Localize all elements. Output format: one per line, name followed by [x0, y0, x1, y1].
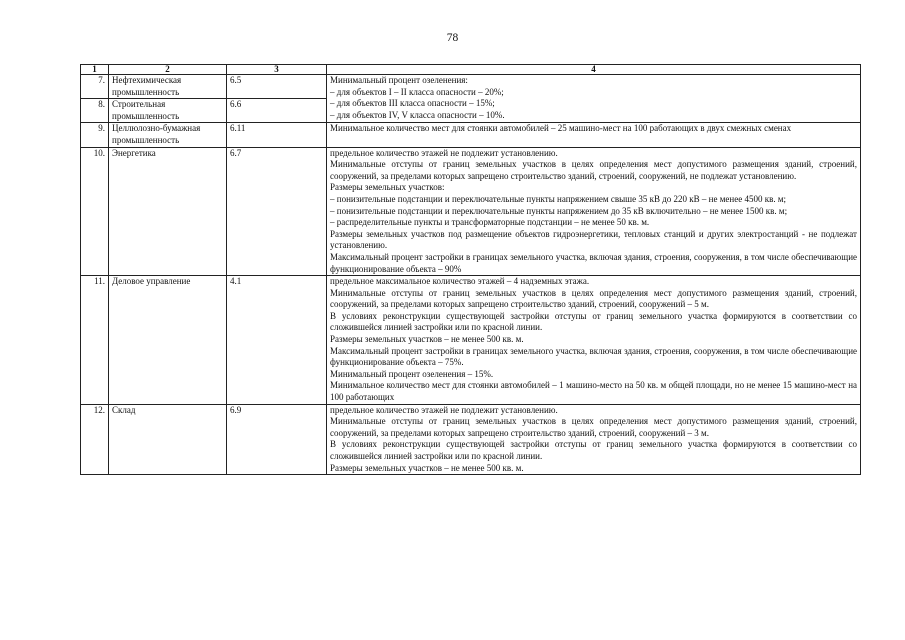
text-line: Минимальное количество мест для стоянки автомобилей – 1 машино-место на 50 кв. м общей площади, но не менее 15 машино-мест на 100 работающих: [330, 380, 857, 403]
text-line: Максимальный процент застройки в границах земельного участка, включая здания, строения, сооружения, в том числе обеспечивающие функционирование объекта – 90%: [330, 251, 857, 274]
row-name: Нефтехимическая промышленность: [109, 75, 227, 99]
row-code: 6.11: [227, 123, 327, 147]
row-code: 6.7: [227, 147, 327, 276]
text-line: предельное максимальное количество этажей – 4 надземных этажа.: [330, 276, 590, 287]
text-line: Минимальное количество мест для стоянки автомобилей – 25 машино-мест на 100 работающих в двух смежных сменах: [330, 123, 792, 134]
row-name: Деловое управление: [109, 276, 227, 405]
regulations-table: [80, 64, 861, 475]
row-description: [327, 147, 861, 276]
row-description: [327, 404, 861, 475]
header-row: [81, 65, 861, 75]
table-row: [81, 147, 861, 276]
row-name: Строительная промышленность: [109, 99, 227, 123]
text-line: Размеры земельных участков:: [330, 182, 445, 193]
row-number: 12.: [81, 404, 109, 475]
row-number: 7.: [81, 75, 109, 99]
row-code: 4.1: [227, 276, 327, 405]
header-col-1: 1: [81, 65, 109, 75]
text-line: Минимальные отступы от границ земельных участков в целях определения мест допустимого размещения зданий, строений, сооружений, за пределами которых запрещено строительство зданий, строений, сооружений – 5 м.: [330, 287, 857, 310]
row-number: 9.: [81, 123, 109, 147]
row-number: 8.: [81, 99, 109, 123]
text-line: предельное количество этажей не подлежит установлению.: [330, 147, 558, 158]
header-col-2: 2: [109, 65, 227, 75]
table-row: [81, 75, 861, 99]
text-line: Размеры земельных участков – не менее 500 кв. м.: [330, 334, 524, 345]
row-name: Целлюлозно-бумажная промышленность: [109, 123, 227, 147]
row-code: 6.5: [227, 75, 327, 99]
row-description: [327, 276, 861, 405]
row-description: [327, 75, 861, 123]
table-row: [81, 404, 861, 475]
text-line: – для объектов I – II класса опасности – 20%;: [330, 86, 504, 97]
text-line: Максимальный процент застройки в границах земельного участка, включая здания, строения, сооружения, в том числе обеспечивающие функционирование объекта – 75%.: [330, 345, 857, 368]
text-line: Минимальный процент озеленения:: [330, 75, 468, 85]
text-line: – для объектов III класса опасности – 15%;: [330, 98, 495, 109]
row-number: 11.: [81, 276, 109, 405]
text-line: Размеры земельных участков под размещение объектов гидроэнергетики, тепловых станций и других электростанций - не подлежат установлению.: [330, 228, 857, 251]
table-row: [81, 276, 861, 405]
text-line: В условиях реконструкции существующей застройки отступы от границ земельного участка формируются в соответствии со сложившейся линией застройки или по красной линии.: [330, 439, 857, 461]
row-code: 6.9: [227, 404, 327, 475]
text-line: В условиях реконструкции существующей застройки отступы от границ земельного участка формируются в соответствии со сложившейся линией застройки или по красной линии.: [330, 310, 857, 333]
text-line: Минимальные отступы от границ земельных участков в целях определения мест допустимого размещения зданий, строений, сооружений, за пределами которых запрещено строительство зданий, строений, сооружений – 3 м.: [330, 416, 857, 438]
text-line: Минимальный процент озеленения – 15%.: [330, 368, 494, 379]
text-line: – понизительные подстанции и переключательные пункты напряжением до 35 кВ включительно – не менее 1500 кв. м;: [330, 205, 788, 216]
text-line: – для объектов IV, V класса опасности – 10%.: [330, 109, 505, 120]
row-description: [327, 123, 861, 147]
text-line: – распределительные пункты и трансформаторные подстанции – не менее 50 кв. м.: [330, 217, 650, 228]
text-line: Размеры земельных участков – не менее 500 кв. м.: [330, 462, 524, 473]
text-line: Минимальные отступы от границ земельных участков в целях определения мест допустимого размещения зданий, строений, сооружений, за пределами которых запрещено строительство зданий, строений, сооружений, не подлежат установлению.: [330, 159, 857, 181]
text-line: – понизительные подстанции и переключательные пункты напряжением свыше 35 кВ до 220 кВ – не менее 4500 кв. м;: [330, 193, 787, 204]
page-number: 78: [446, 32, 459, 44]
table-row: [81, 123, 861, 147]
header-col-3: 3: [227, 65, 327, 75]
row-name: Энергетика: [109, 147, 227, 276]
header-col-4: 4: [327, 65, 861, 75]
row-code: 6.6: [227, 99, 327, 123]
row-number: 10.: [81, 147, 109, 276]
row-name: Склад: [109, 404, 227, 475]
text-line: предельное количество этажей не подлежит установлению.: [330, 404, 558, 415]
